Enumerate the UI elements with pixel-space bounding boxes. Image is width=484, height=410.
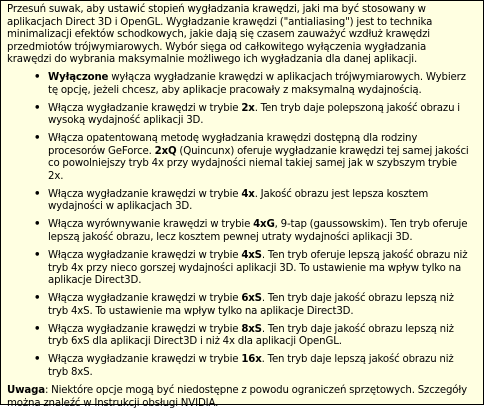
option-mode-name: 2x: [241, 102, 255, 114]
option-mode-name: 4x: [241, 188, 255, 200]
intro-text: Przesuń suwak, aby ustawić stopień wygładzania krawędzi, jaki ma być stosowany w aplikacjach Direct 3D i OpenGL. Wygładzanie krawędzi ("antialiasing") jest to technika minimalizacji efektów schodkowych, jakie dają się czasem zauważyć wzdłuż krawędzi przedmiotów trójwymiarowych. Wybór sięga od całkowitego wyłączenia wygładzania krawędzi do wybrania maksymalnie możliwego ich wygładzania dla danej aplikacji.: [7, 4, 433, 66]
note-body: : Niektóre opcje mogą być niedostępne z powodu ograniczeń sprzętowych. Szczegóły można znaleźć w Instrukcji obsługi NVIDIA.: [7, 384, 467, 409]
option-mode-name: Wyłączone: [48, 71, 109, 83]
bullet-icon: •: [34, 323, 41, 335]
bullet-icon: •: [34, 354, 41, 366]
bullet-icon: •: [34, 250, 41, 262]
option-8xs: • Włącza wygładzanie krawędzi w trybie 8xS. Ten tryb daje jakość obrazu lepszą niż tryb 6xS dla aplikacji Direct3D i niż 4x dla aplikacji OpenGL.: [34, 323, 454, 348]
bullet-icon: •: [34, 188, 41, 200]
option-mode-name: 16x: [241, 354, 262, 366]
note-text: [7, 385, 473, 410]
option-2x: • Włącza wygładzanie krawędzi w trybie 2x. Ten tryb daje polepszoną jakość obrazu i wysoką wydajność aplikacji 3D.: [34, 102, 460, 127]
antialiasing-options-list: [7, 72, 473, 380]
bullet-icon: •: [34, 133, 41, 145]
option-6xs: • Włącza wygładzanie krawędzi w trybie 6xS. Ten tryb daje jakość obrazu lepszą niż tryb 4xS. To ustawienie ma wpływ tylko na aplikacje Direct3D.: [34, 293, 454, 317]
option-mode-name: 6xS: [241, 293, 262, 305]
option-4x: • Włącza wygładzanie krawędzi w trybie 4x. Jakość obrazu jest lepsza kosztem wydajności w aplikacjach 3D.: [34, 188, 429, 213]
option-4xs: • Włącza wygładzanie krawędzi w trybie 4xS. Ten tryb oferuje lepszą jakość obrazu niż tryb 4x przy nieco gorszej wydajności aplikacji 3D. To ustawienie ma wpływ tylko na aplikacje Direct3D.: [34, 250, 468, 287]
option-2xq: • Włącza opatentowaną metodę wygładzania krawędzi dostępną dla rodziny procesorów GeForce. 2xQ (Quincunx) oferuje wygładzanie krawędzi tej samej jakości co powolniejszy tryb 4x przy wydajności niemal takiej samej jak w szybszym trybie 2x.: [34, 133, 469, 182]
option-off: • Wyłączone wyłącza wygładzanie krawędzi w aplikacjach trójwymiarowych. Wybierz tę opcję, jeżeli chcesz, aby aplikacje pracowały z maksymalną wydajnością.: [34, 71, 466, 96]
bullet-icon: •: [34, 219, 41, 231]
option-mode-name: 2xQ: [154, 145, 177, 157]
bullet-icon: •: [34, 102, 41, 114]
bullet-icon: •: [34, 71, 41, 83]
bullet-icon: •: [34, 293, 41, 305]
note-label: Uwaga: [7, 384, 45, 396]
option-mode-name: 4xG: [253, 219, 275, 231]
option-4xg: • Włącza wyrównywanie krawędzi w trybie 4xG, 9-tap (gaussowskim). Ten tryb oferuje lepszą jakość obrazu, lecz kosztem pewnej utraty wydajności aplikacji 3D.: [34, 219, 468, 244]
option-mode-name: 8xS: [241, 323, 262, 335]
option-mode-name: 4xS: [241, 250, 262, 262]
option-16x: • Włącza wygładzanie krawędzi w trybie 16x. Ten tryb daje lepszą jakość obrazu niż tryb 8xS.: [34, 354, 454, 378]
